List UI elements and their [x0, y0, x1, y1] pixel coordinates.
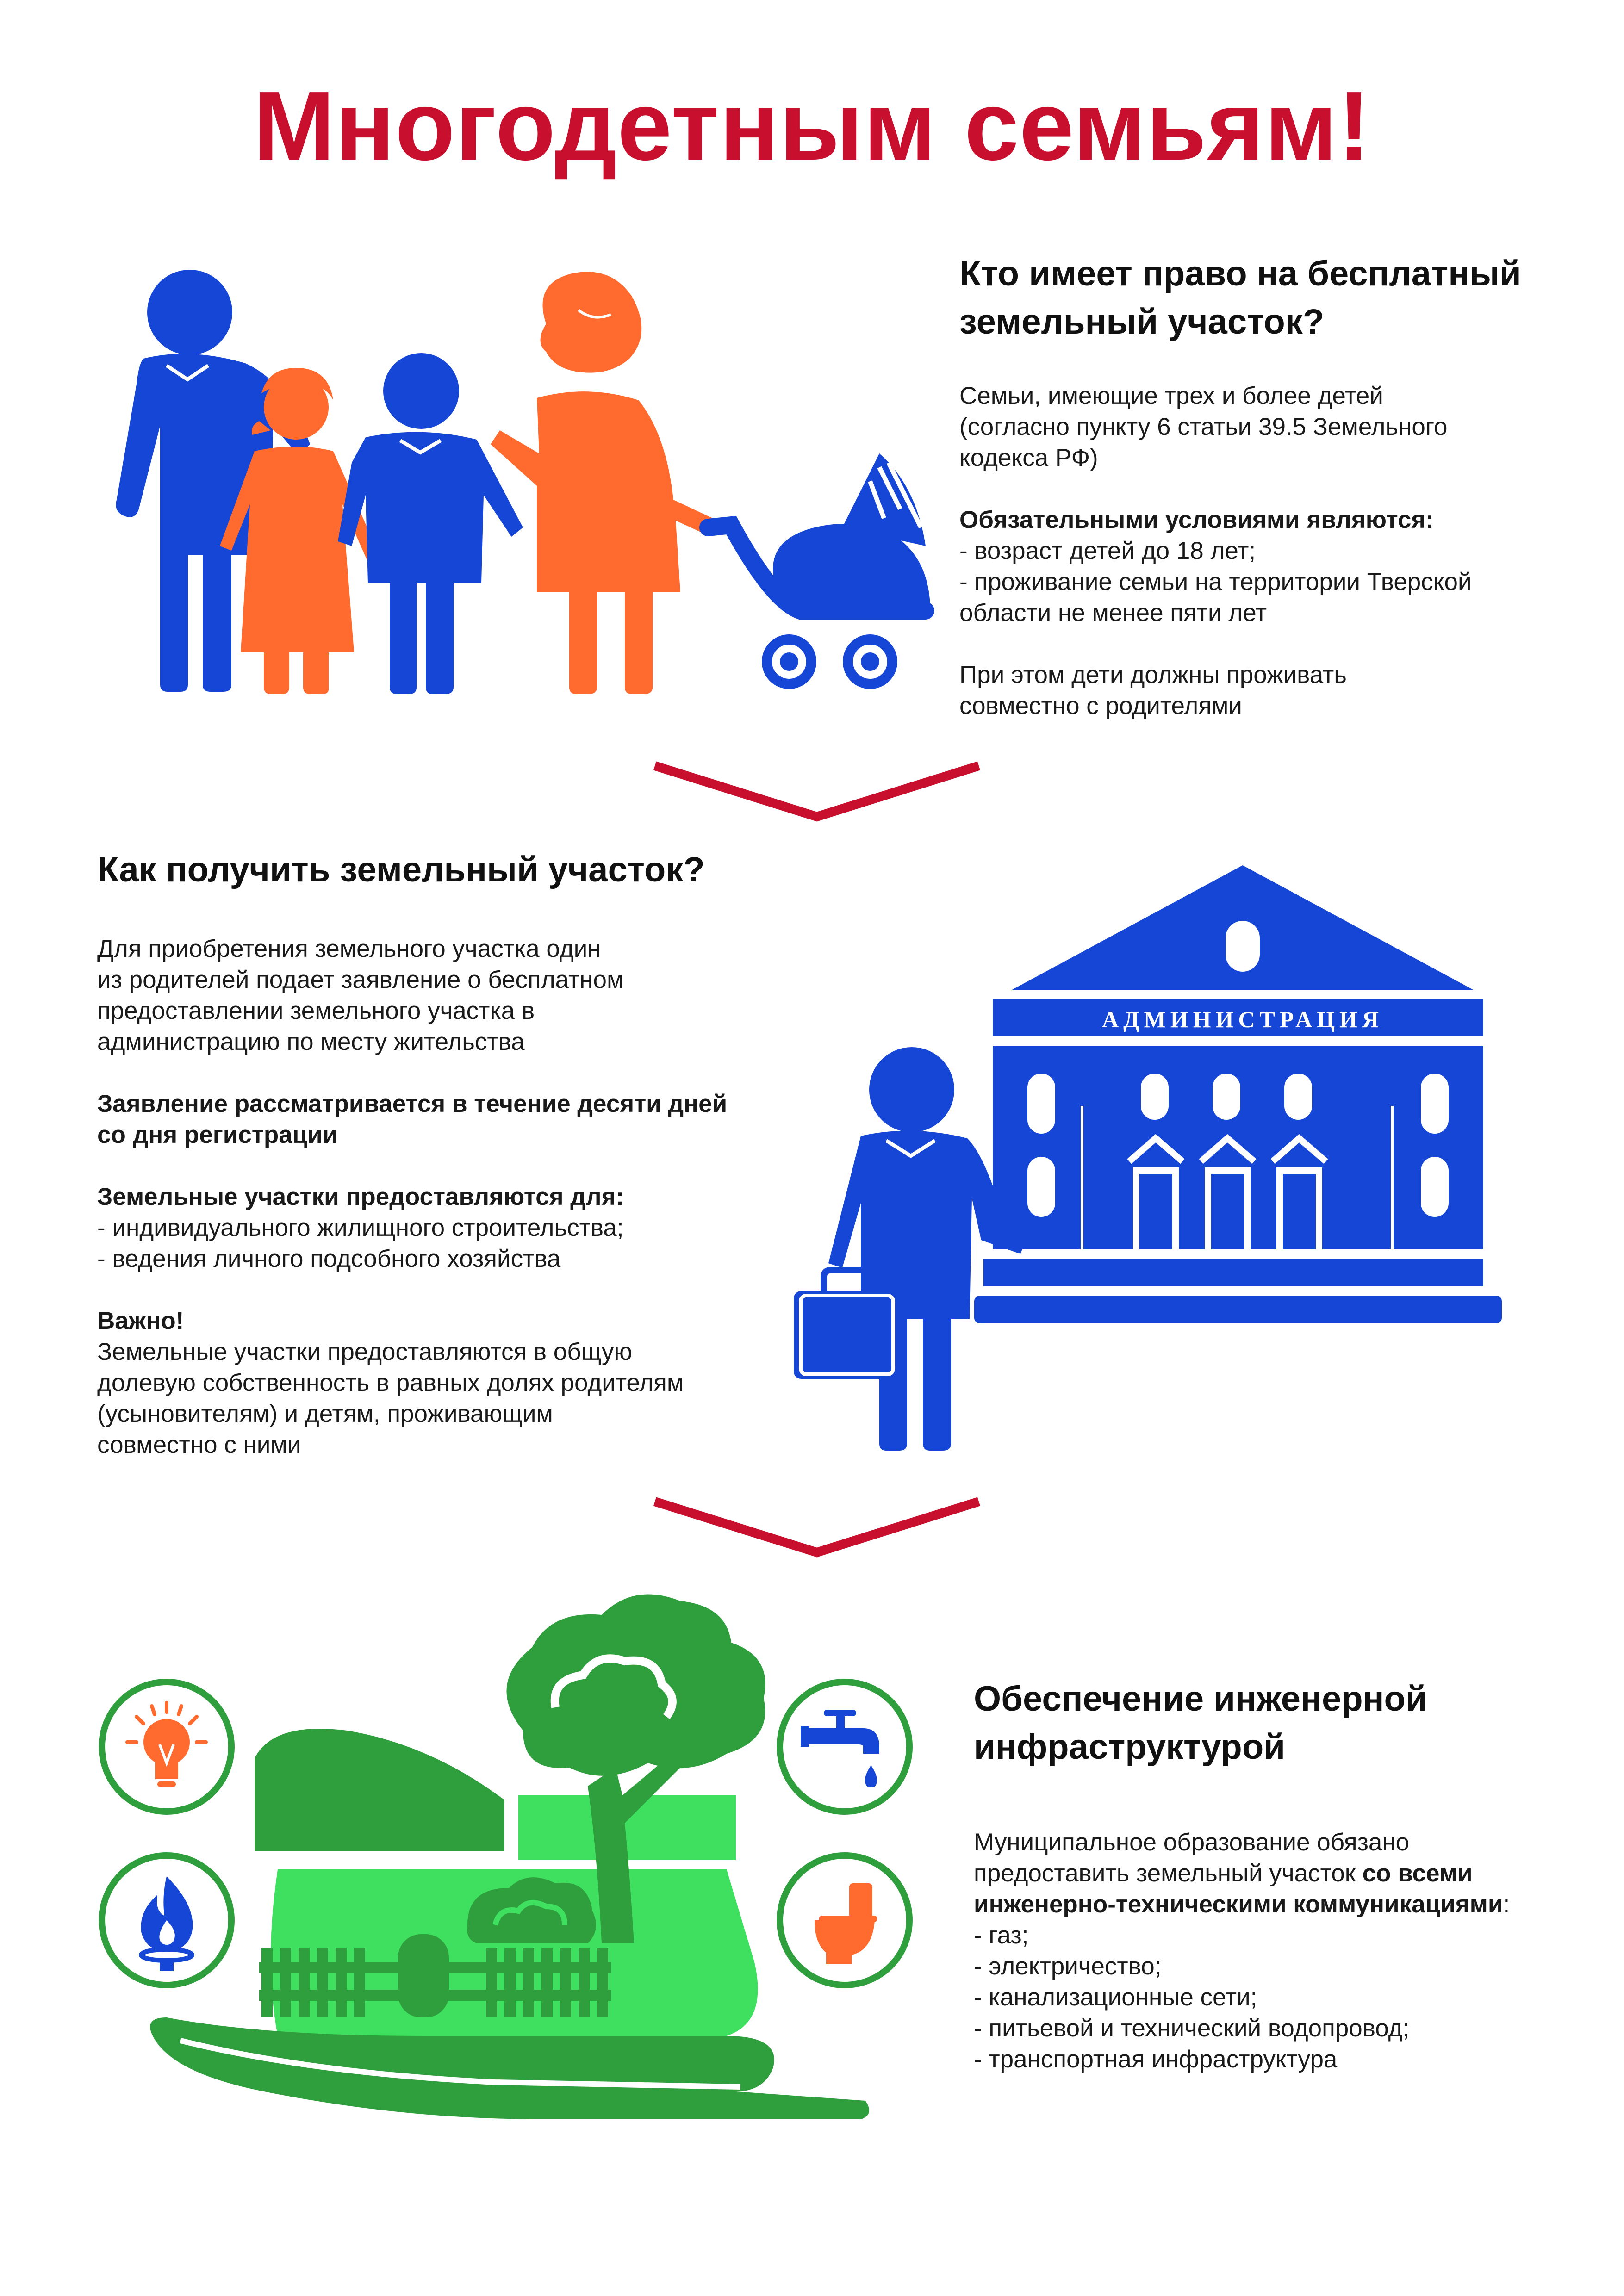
- intro-line: Для приобретения земельного участка один: [97, 935, 601, 962]
- section1-body: [959, 380, 1607, 721]
- conditions-title: Обязательными условиями являются:: [959, 506, 1434, 534]
- infrastructure-item: - газ;: [974, 1922, 1029, 1949]
- important-line: Земельные участки предоставляются в общую: [97, 1338, 633, 1365]
- intro-line: кодекса РФ): [959, 444, 1098, 472]
- condition-item: области не менее пяти лет: [959, 599, 1267, 627]
- purpose-item: - ведения личного подсобного хозяйства: [97, 1245, 561, 1272]
- infrastructure-item: - канализационные сети;: [974, 1984, 1257, 2011]
- review-line: со дня регистрации: [97, 1121, 338, 1148]
- land-plot-tree-icon: [125, 1592, 870, 2138]
- purpose-item: - индивидуального жилищного строительства;: [97, 1214, 624, 1241]
- section1-heading-line: Кто имеет право на бесплатный: [959, 254, 1521, 293]
- intro-plain: предоставить земельный участок: [974, 1860, 1363, 1887]
- building-sign: АДМИНИСТРАЦИЯ: [1102, 1006, 1383, 1032]
- administration-building-icon: [974, 865, 1511, 1360]
- intro-line: Муниципальное образование обязано: [974, 1829, 1410, 1856]
- condition-item: - проживание семьи на территории Тверской: [959, 568, 1472, 596]
- intro-plain: :: [1503, 1891, 1510, 1918]
- intro-line: (согласно пункту 6 статьи 39.5 Земельного: [959, 413, 1448, 441]
- section3-heading: [974, 1675, 1427, 1771]
- condition-item: - возраст детей до 18 лет;: [959, 537, 1256, 565]
- infrastructure-item: - транспортная инфраструктура: [974, 2046, 1338, 2073]
- section1-heading: [959, 250, 1521, 346]
- important-title: Важно!: [97, 1307, 184, 1334]
- intro-line: из родителей подает заявление о бесплатном: [97, 966, 624, 993]
- intro-line: предоставлении земельного участка в: [97, 997, 535, 1024]
- intro-bold: инженерно-техническими коммуникациями: [974, 1891, 1503, 1918]
- intro-bold: со всеми: [1362, 1860, 1473, 1887]
- section2-heading: Как получить земельный участок?: [97, 850, 705, 889]
- important-line: совместно с ними: [97, 1431, 301, 1458]
- section1-heading-line: земельный участок?: [959, 302, 1325, 341]
- stroller-icon: [708, 453, 930, 684]
- note-line: совместно с родителями: [959, 692, 1242, 720]
- important-line: долевую собственность в равных долях родителям: [97, 1369, 684, 1396]
- intro-line: [974, 1858, 1612, 1889]
- chevron-down-icon: [650, 759, 983, 824]
- important-line: (усыновителям) и детям, проживающим: [97, 1400, 553, 1427]
- purposes-title: Земельные участки предоставляются для:: [97, 1183, 624, 1210]
- review-line: Заявление рассматривается в течение десяти дней: [97, 1090, 728, 1117]
- infrastructure-item: - питьевой и технический водопровод;: [974, 2015, 1410, 2042]
- infrastructure-item: - электричество;: [974, 1953, 1162, 1980]
- family-icon: [93, 268, 879, 694]
- intro-line: администрацию по месту жительства: [97, 1028, 525, 1055]
- section3-heading-line: Обеспечение инженерной: [974, 1679, 1427, 1719]
- section3-heading-line: инфраструктурой: [974, 1727, 1285, 1767]
- chevron-down-icon: [650, 1495, 983, 1559]
- page-title: Многодетным семьям!: [253, 71, 1371, 180]
- section3-body: [974, 1827, 1612, 2075]
- intro-line: [974, 1889, 1612, 1920]
- note-line: При этом дети должны проживать: [959, 661, 1347, 689]
- section2-body: [97, 933, 815, 1460]
- intro-line: Семьи, имеющие трех и более детей: [959, 382, 1383, 410]
